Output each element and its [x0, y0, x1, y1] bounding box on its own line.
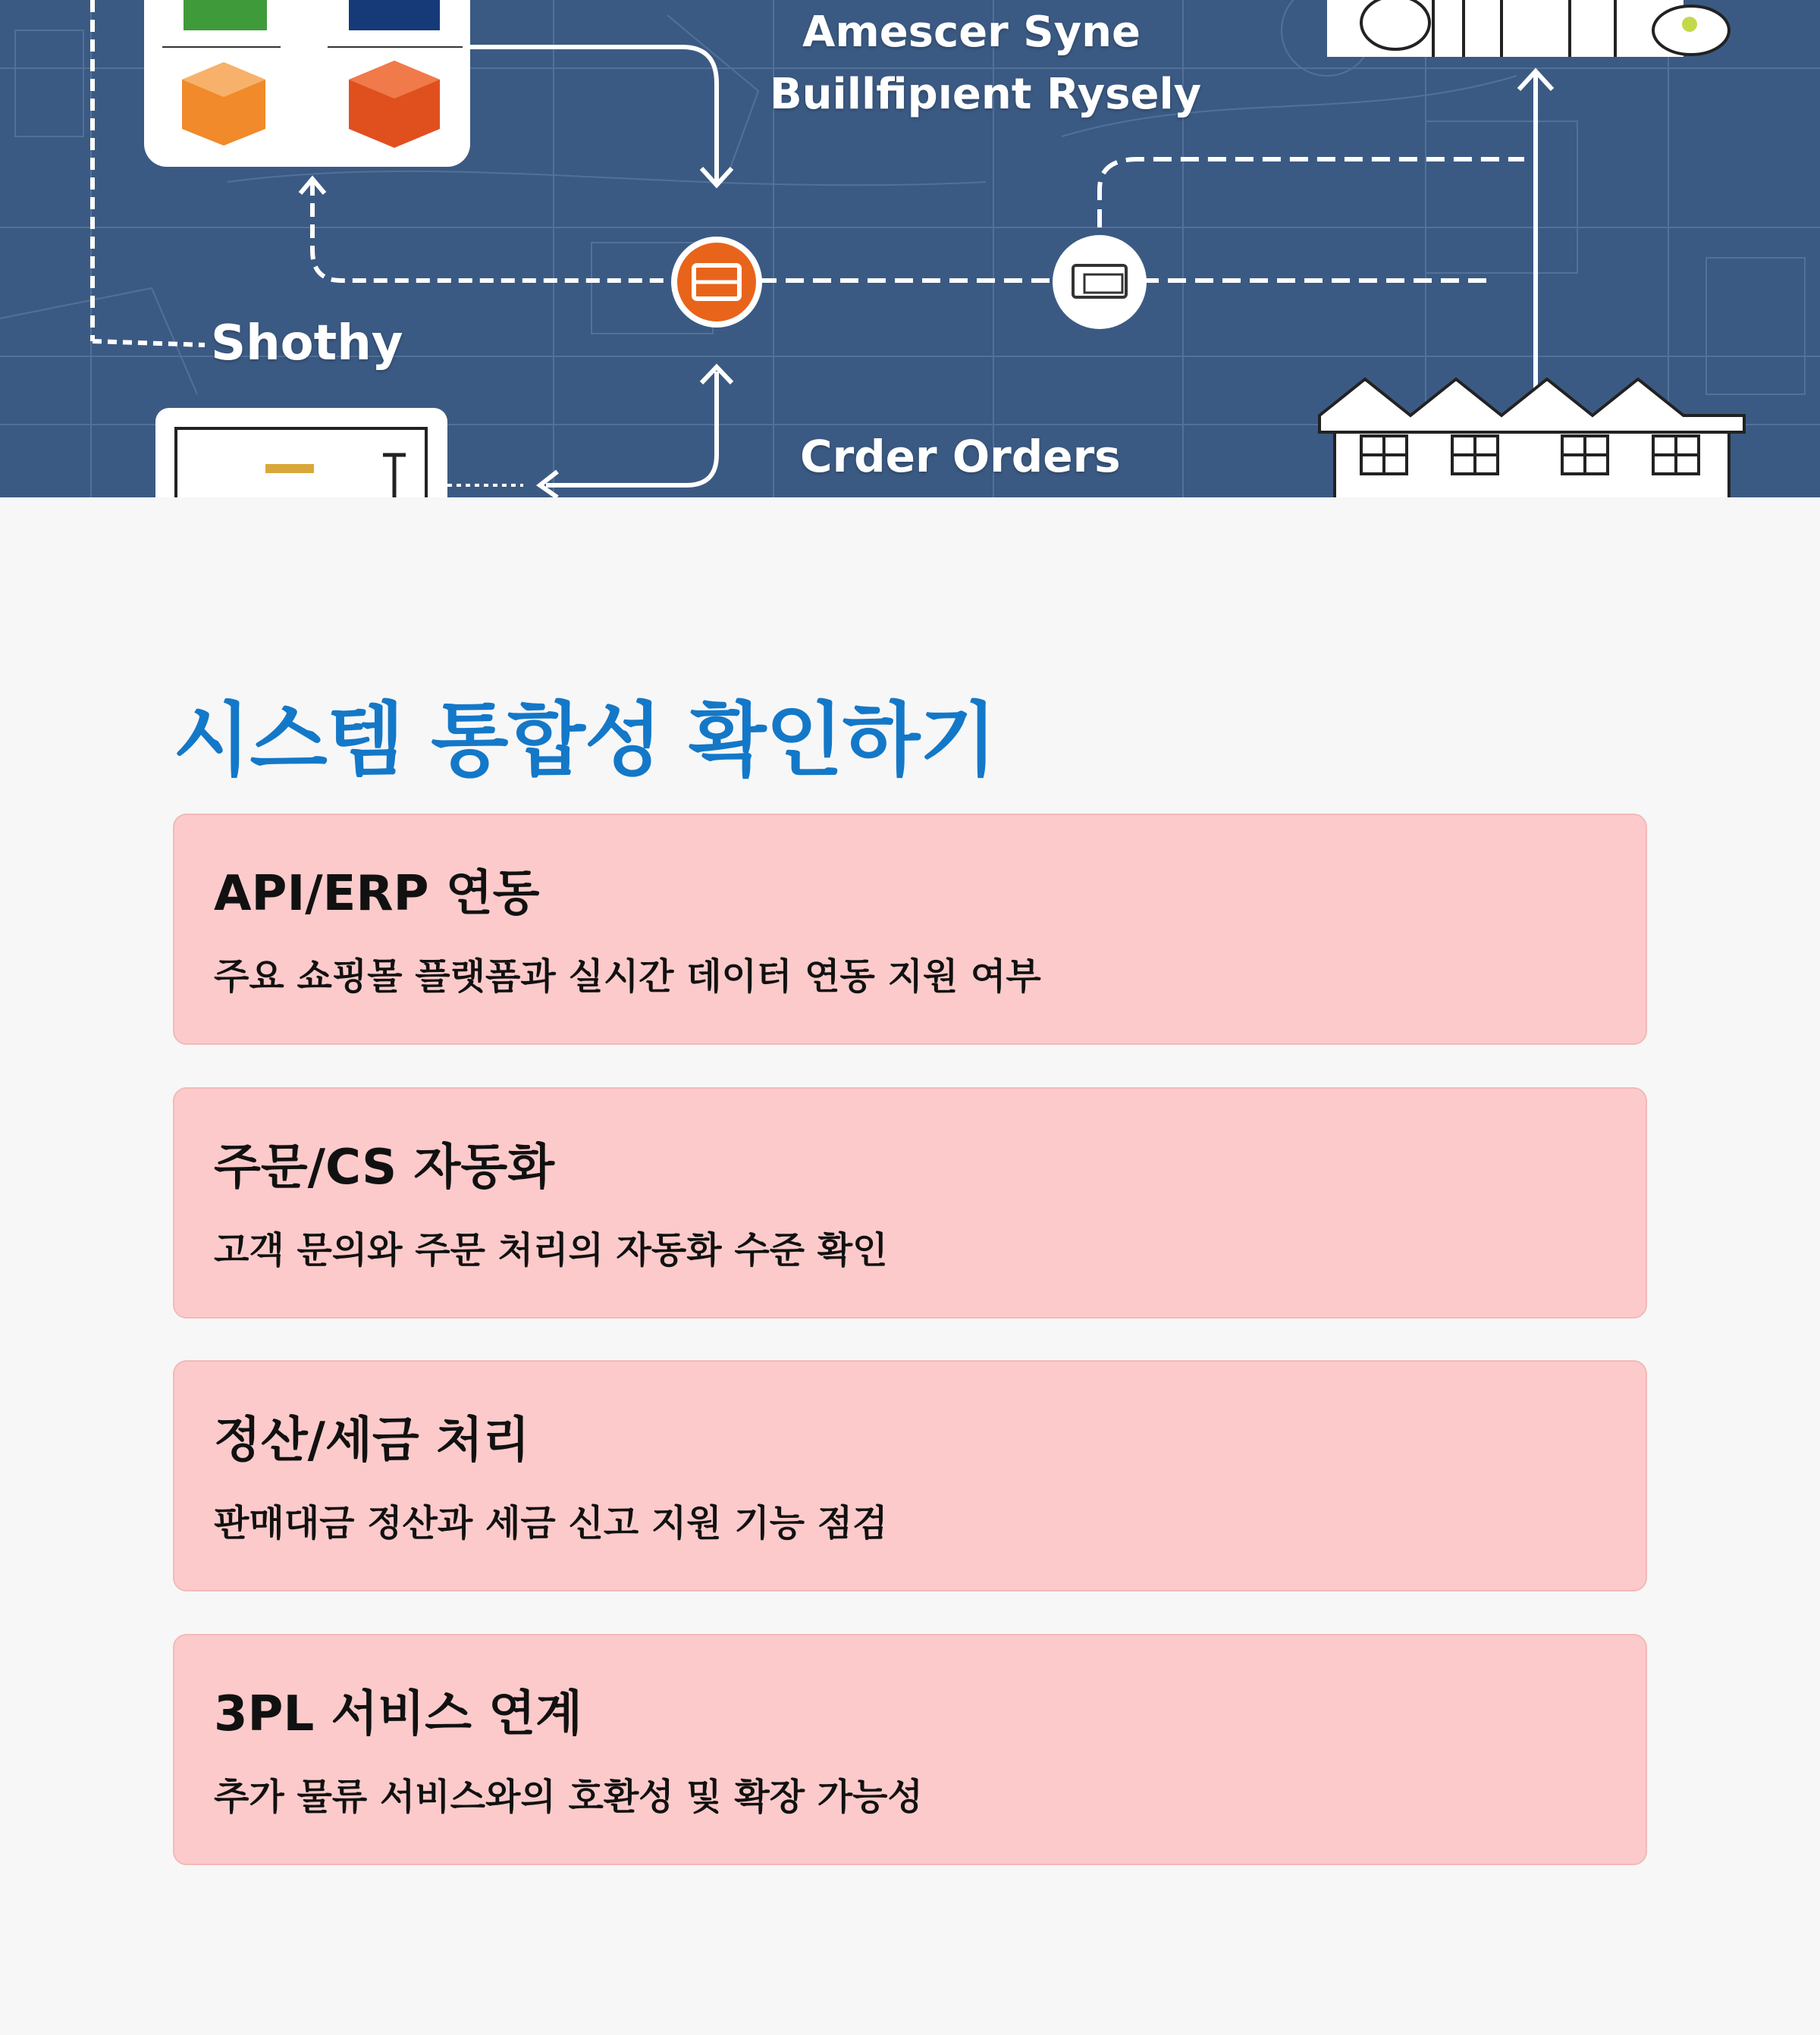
hero-label-sync-line2: Buillfipıent Rysely	[770, 70, 1202, 119]
card-title: API/ERP 연동	[214, 866, 540, 922]
section-title: 시스템 통합성 확인하기	[173, 694, 996, 787]
checklist-card	[173, 1634, 1647, 1865]
card-description: 추가 물류 서비스와의 호환성 및 확장 가능성	[214, 1776, 923, 1818]
card-description: 고객 문의와 주문 처리의 자동화 수준 확인	[214, 1229, 888, 1271]
hero-label-shopify: Shothy	[211, 315, 403, 372]
card-title: 3PL 서비스 연계	[214, 1686, 582, 1742]
card-description: 판매대금 정산과 세금 신고 지원 기능 점검	[214, 1502, 888, 1544]
product-boxes-card	[144, 0, 470, 167]
card-title: 정산/세금 처리	[214, 1413, 530, 1469]
hero-label-orders: Crder Orders	[800, 431, 1121, 482]
checklist-card	[173, 814, 1647, 1045]
hero-label-sync-line1: Amescer Syne	[802, 8, 1141, 57]
payment-node-icon	[1053, 235, 1147, 329]
checklist-card	[173, 1360, 1647, 1591]
laptop-icon	[155, 408, 447, 497]
card-description: 주요 쇼핑몰 플랫폼과 실시간 데이터 연동 지원 여부	[214, 955, 1041, 998]
orange-hub-icon	[671, 237, 762, 328]
hero-illustration	[0, 0, 1820, 497]
checklist-card	[173, 1087, 1647, 1319]
card-title: 주문/CS 자동화	[214, 1140, 555, 1196]
warehouse-top-icon	[1327, 0, 1729, 57]
